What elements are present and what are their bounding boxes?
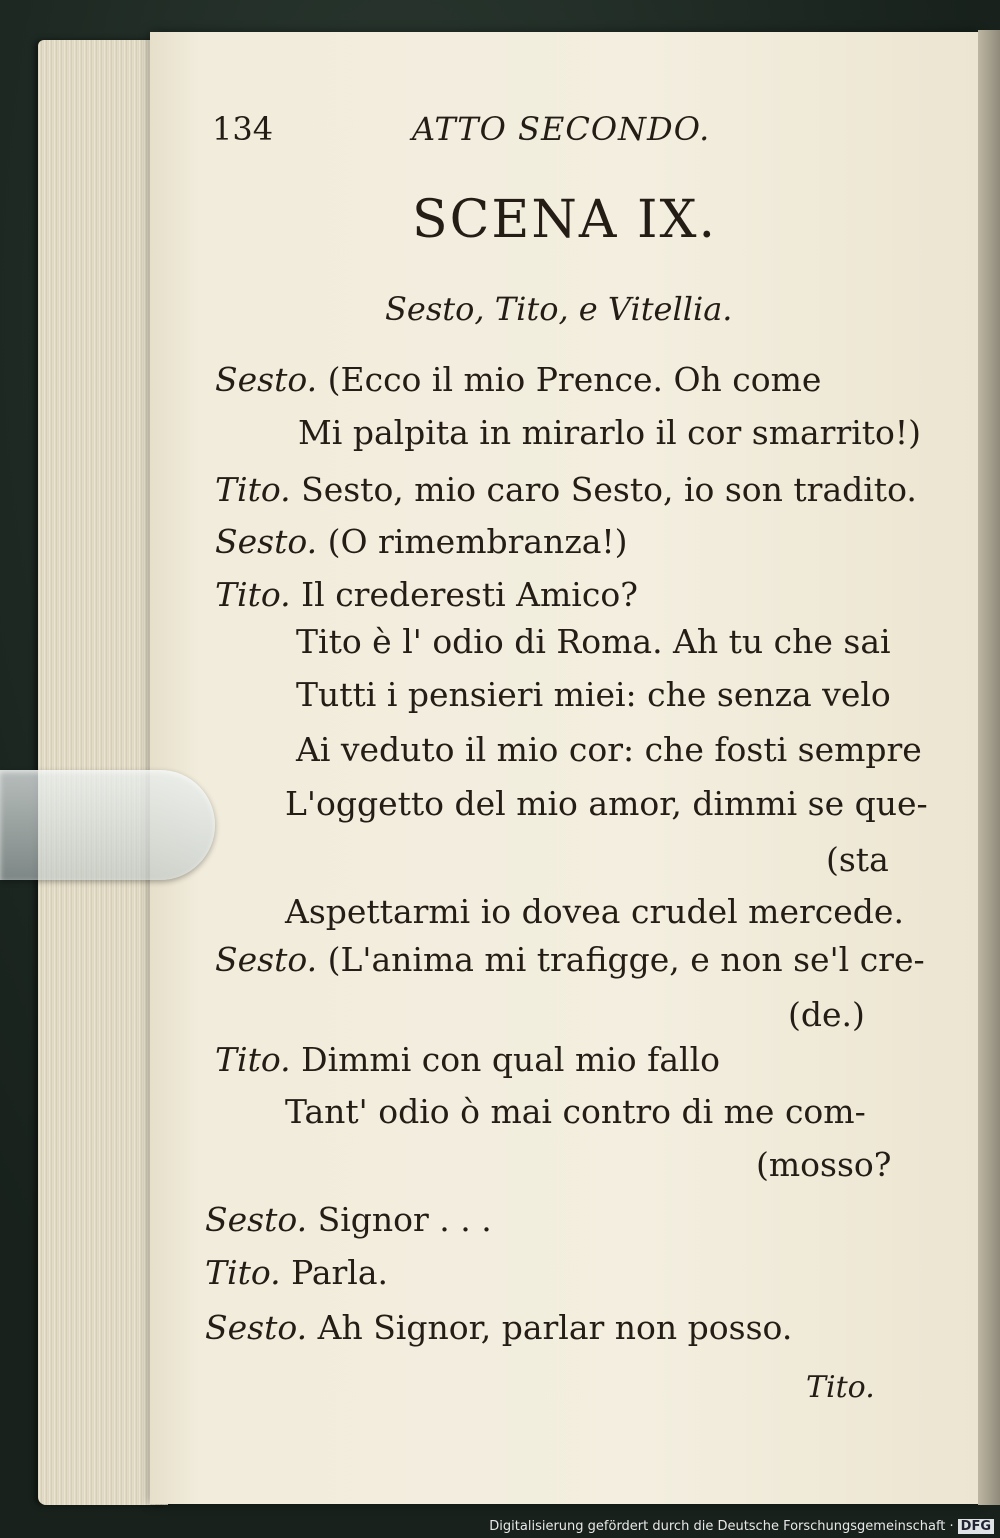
line-text: Parla. — [291, 1253, 388, 1292]
line-text: Sesto, mio caro Sesto, io son tradito. — [301, 470, 917, 509]
line-text: (O rimembranza!) — [327, 522, 628, 561]
dialogue-line — [205, 1308, 792, 1347]
line-text: (de.) — [788, 995, 865, 1034]
line-text: Ah Signor, parlar non posso. — [317, 1308, 793, 1347]
dialogue-line — [296, 730, 922, 769]
credit-text: Digitalisierung gefördert durch die Deutsche Forschungsgemeinschaft · — [489, 1519, 954, 1534]
running-head: ATTO SECONDO. — [412, 110, 711, 148]
dialogue-line — [298, 413, 921, 452]
line-text: Dimmi con qual mio fallo — [301, 1040, 721, 1079]
speaker: Sesto. — [215, 360, 318, 399]
line-text: Tant' odio ò mai contro di me com- — [285, 1092, 866, 1131]
speaker: Tito. — [215, 1040, 291, 1079]
dialogue-line — [215, 940, 925, 979]
speaker: Sesto. — [205, 1308, 308, 1347]
scene-title: SCENA IX. — [412, 190, 718, 250]
line-text: (L'anima mi trafigge, e non se'l cre- — [327, 940, 925, 979]
line-text: Ai veduto il mio cor: che fosti sempre — [296, 730, 922, 769]
dfg-logo: DFG — [958, 1519, 994, 1534]
speaker: Sesto. — [205, 1200, 308, 1239]
line-text: (sta — [826, 840, 889, 879]
character-list: Sesto, Tito, e Vitellia. — [385, 290, 733, 328]
facing-page-edge — [978, 30, 1000, 1505]
line-text: (mosso? — [756, 1145, 892, 1184]
dialogue-line — [215, 1040, 720, 1079]
speaker: Sesto. — [215, 522, 318, 561]
speaker: Tito. — [215, 470, 291, 509]
line-text: Aspettarmi io dovea crudel mercede. — [285, 892, 904, 931]
dialogue-line — [756, 1145, 891, 1184]
catchword: Tito. — [806, 1370, 875, 1405]
digitization-credit — [489, 1519, 994, 1534]
dialogue-line — [826, 840, 889, 879]
line-text: Tutti i pensieri miei: che senza velo — [296, 675, 891, 714]
dialogue-line — [215, 522, 628, 561]
line-text: (Ecco il mio Prence. Oh come — [327, 360, 822, 399]
speaker: Tito. — [215, 575, 291, 614]
dialogue-line — [285, 784, 928, 823]
line-text: Il crederesti Amico? — [301, 575, 638, 614]
dialogue-line — [205, 1253, 388, 1292]
dialogue-line — [215, 470, 917, 509]
page-holder-clip — [0, 770, 215, 880]
dialogue-line — [296, 622, 891, 661]
speaker: Sesto. — [215, 940, 318, 979]
speaker: Tito. — [205, 1253, 281, 1292]
dialogue-line — [285, 1092, 866, 1131]
dialogue-line — [215, 360, 821, 399]
dialogue-line — [205, 1200, 492, 1239]
dialogue-line — [285, 892, 904, 931]
dialogue-line — [788, 995, 865, 1034]
line-text: Tito è l' odio di Roma. Ah tu che sai — [296, 622, 891, 661]
dialogue-line — [296, 675, 891, 714]
dialogue-line — [215, 575, 638, 614]
line-text: Mi palpita in mirarlo il cor smarrito!) — [298, 413, 922, 452]
page-number: 134 — [212, 110, 274, 148]
line-text: L'oggetto del mio amor, dimmi se que- — [285, 784, 928, 823]
line-text: Signor . . . — [317, 1200, 492, 1239]
